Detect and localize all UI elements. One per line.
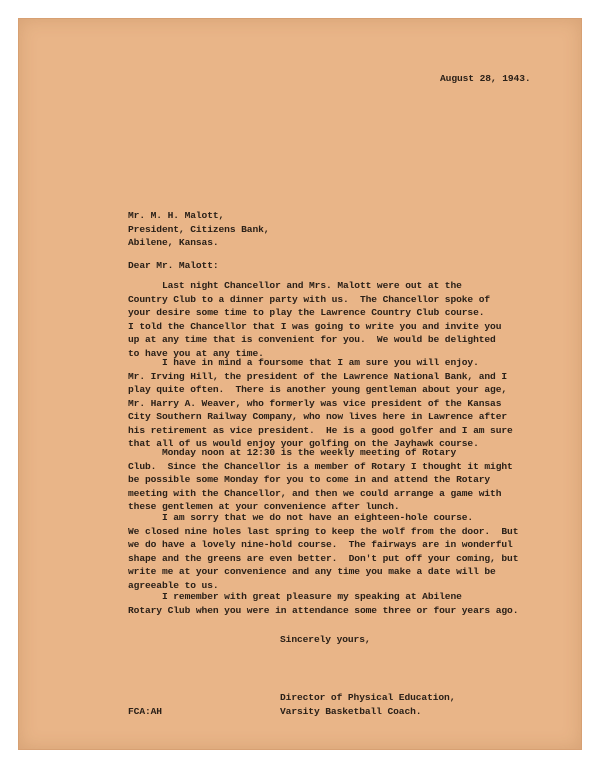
recipient-address [128, 209, 269, 250]
text-line: his retirement as vice president. He is a good golfer and I am sure [128, 424, 513, 436]
paragraph-2 [128, 356, 513, 451]
text-line: these gentlemen at your convenience after lunch. [128, 501, 400, 512]
text-line: your desire some time to play the Lawrence Country Club course. [128, 307, 485, 318]
signature-line: Director of Physical Education, [280, 692, 456, 703]
text-line: I remember with great pleasure my speaking at Abilene [128, 591, 462, 602]
text-line: that all of us would enjoy your golfing on the Jayhawk course. [128, 438, 479, 449]
text-line: Mr. Irving Hill, the president of the Lawrence National Bank, and I [128, 370, 508, 382]
text-line: up at any time that is convenient for you. We would be delighted [128, 334, 496, 345]
text-line: be possible some Monday for you to come in and attend the Rotary [128, 474, 491, 485]
text-line: Monday noon at 12:30 is the weekly meeting of Rotary [128, 447, 457, 458]
text-line: I told the Chancellor that I was going to write you and invite you [128, 320, 502, 332]
letter-date: August 28, 1943. [440, 73, 531, 84]
text-line: we do have a lovely nine-hold course. The fairways are in wonderful [128, 539, 513, 550]
paragraph-4 [128, 511, 518, 592]
signature-line: Varsity Basketball Coach. [280, 705, 422, 717]
reference-initials: FCA:AH [128, 706, 162, 717]
text-line: Mr. Harry A. Weaver, who formerly was vice president of the Kansas [128, 397, 502, 409]
signature-block [280, 691, 455, 718]
paragraph-3 [128, 446, 513, 514]
paragraph-1 [128, 279, 501, 360]
text-line: Club. Since the Chancellor is a member of Rotary I thought it might [128, 460, 513, 472]
text-line: Rotary Club when you were in attendance some three or four years ago. [128, 604, 519, 616]
text-line: to have you at any time. [128, 347, 264, 359]
text-line: meeting with the Chancellor, and then we could arrange a game with [128, 487, 502, 499]
paragraph-5 [128, 590, 518, 617]
text-line: Country Club to a dinner party with us. The Chancellor spoke of [128, 293, 491, 305]
text-line: agreeable to us. [128, 579, 219, 591]
text-line: write me at your convenience and any time you make a date will be [128, 566, 496, 577]
text-line: We closed nine holes last spring to keep the wolf from the door. But [128, 525, 519, 537]
address-line: President, Citizens Bank, [128, 223, 270, 235]
text-line: Last night Chancellor and Mrs. Malott were out at the [128, 280, 462, 291]
text-line: play quite often. There is another young gentleman about your age, [128, 384, 508, 395]
text-line: I have in mind a foursome that I am sure you will enjoy. [128, 357, 479, 368]
closing: Sincerely yours, [280, 634, 371, 645]
address-line: Abilene, Kansas. [128, 237, 219, 248]
text-line: I am sorry that we do not have an eighteen-hole course. [128, 512, 474, 523]
text-line: City Southern Railway Company, who now lives here in Lawrence after [128, 411, 508, 422]
salutation: Dear Mr. Malott: [128, 260, 219, 271]
address-line: Mr. M. H. Malott, [128, 210, 225, 221]
text-line: shape and the greens are even better. Don't put off your coming, but [128, 552, 519, 564]
